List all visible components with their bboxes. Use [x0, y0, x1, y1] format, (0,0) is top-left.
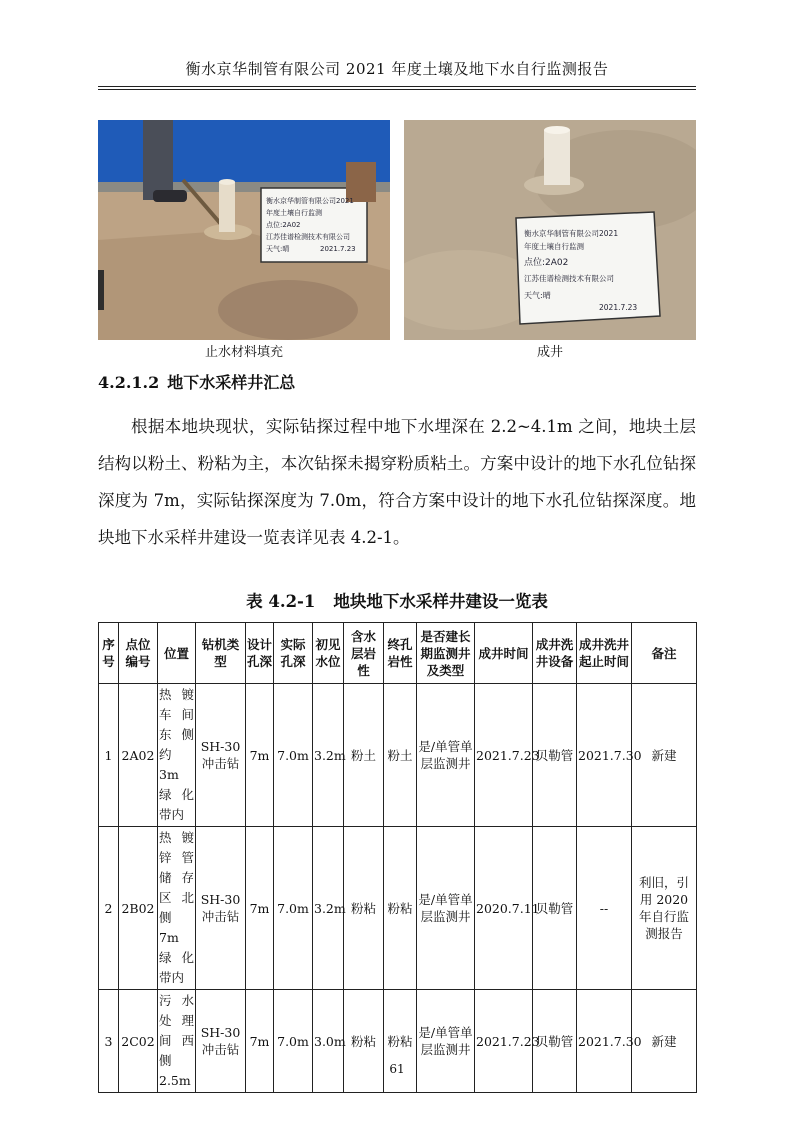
table-cell: 贝勒管 [533, 684, 577, 827]
table-cell: 7m [246, 990, 274, 1093]
photo-water-stop-filling [98, 120, 390, 340]
table-cell: 2B02 [119, 827, 158, 990]
header-cell: 初见水位 [313, 623, 344, 684]
table-cell: 2A02 [119, 684, 158, 827]
body-paragraph: 根据本地块现状，实际钻探过程中地下水埋深在 2.2~4.1m 之间，地块土层结构以粉土、粉粘为主，本次钻探未揭穿粉质粘土。方案中设计的地下水孔位钻探深度为 7m，实际钻探深度为 7.0m，符合方案中设计的地下水孔位钻探深度。地块地下水采样井建设一览表详见表 4.2-1。 [98, 417, 696, 547]
section-title: 地下水采样井汇总 [167, 373, 296, 392]
table-cell: 2021.7.23 [475, 684, 533, 827]
header-cell: 钻机类型 [196, 623, 246, 684]
table-cell: 粉粘 [344, 827, 384, 990]
header-cell: 设计孔深 [246, 623, 274, 684]
table-cell: 2020.7.11 [475, 827, 533, 990]
right-board-line-4: 江苏佳谱检测技术有限公司 [524, 274, 614, 283]
table-cell: SH-30 冲击钻 [196, 990, 246, 1093]
table-cell: 3.2m [313, 684, 344, 827]
table-cell: 1 [99, 684, 119, 827]
table-cell: 7m [246, 684, 274, 827]
header-cell: 成井洗井设备 [533, 623, 577, 684]
table-cell: 7.0m [274, 990, 313, 1093]
table-header-row [99, 623, 697, 684]
table-cell: 3.0m [313, 990, 344, 1093]
table-number: 表 4.2-1 [246, 592, 316, 611]
page-number: 61 [389, 1062, 405, 1076]
header-cell: 序号 [99, 623, 119, 684]
header-cell: 实际孔深 [274, 623, 313, 684]
right-board-line-6: 2021.7.23 [599, 303, 638, 312]
table-cell: 7m [246, 827, 274, 990]
table-cell: 粉粘 [384, 990, 417, 1093]
table-cell: 粉土 [384, 684, 417, 827]
right-board-line-2: 年度土壤自行监测 [524, 242, 584, 251]
left-board-line-2: 年度土壤自行监测 [266, 209, 322, 217]
right-board-line-3: 点位:2A02 [524, 258, 569, 268]
table-cell: 贝勒管 [533, 827, 577, 990]
header-cell: 点位编号 [119, 623, 158, 684]
header-cell: 位置 [158, 623, 196, 684]
table-cell: SH-30 冲击钻 [196, 827, 246, 990]
table-cell: SH-30 冲击钻 [196, 684, 246, 827]
left-board-line-6: 2021.7.23 [320, 245, 356, 253]
left-board-line-4: 江苏佳谱检测技术有限公司 [266, 233, 350, 241]
well-construction-table [98, 622, 697, 1093]
table-caption [98, 588, 696, 612]
page-header: 衡水京华制管有限公司 2021 年度土壤及地下水自行监测报告 [185, 60, 609, 78]
photo-well-completion [404, 120, 696, 340]
header-cell: 备注 [632, 623, 697, 684]
section-number: 4.2.1.2 [98, 373, 160, 392]
table-cell: 是/单管单层监测井 [417, 684, 475, 827]
table-cell: -- [577, 827, 632, 990]
left-board-line-5: 天气:晴 [266, 245, 290, 253]
table-row [99, 827, 697, 990]
left-board-line-1: 衡水京华制管有限公司2021 [266, 197, 354, 205]
table-cell: 是/单管单层监测井 [417, 990, 475, 1093]
table-cell: 2 [99, 827, 119, 990]
table-cell: 是/单管单层监测井 [417, 827, 475, 990]
right-board-line-5: 天气:晴 [524, 291, 551, 300]
section-heading [98, 370, 295, 393]
table-cell: 7.0m [274, 684, 313, 827]
table-row [99, 684, 697, 827]
table-cell: 热镀车间东侧约 3m 绿化带内 [158, 684, 196, 827]
table-cell: 2021.7.30 [577, 990, 632, 1093]
left-board-line-3: 点位:2A02 [266, 221, 301, 229]
table-cell: 利旧，引用 2020 年自行监测报告 [632, 827, 697, 990]
table-cell: 新建 [632, 990, 697, 1093]
table-cell: 7.0m [274, 827, 313, 990]
table-cell: 2C02 [119, 990, 158, 1093]
table-cell: 3 [99, 990, 119, 1093]
header-cell: 成井洗井起止时间 [577, 623, 632, 684]
table-cell: 3.2m [313, 827, 344, 990]
table-title: 地块地下水采样井建设一览表 [333, 592, 548, 611]
table-row [99, 990, 697, 1093]
photo-caption-left: 止水材料填充 [204, 345, 283, 360]
table-cell: 污水处理间西侧2.5m [158, 990, 196, 1093]
header-rule [98, 86, 696, 87]
table-cell: 粉粘 [384, 827, 417, 990]
table-cell: 2021.7.23 [475, 990, 533, 1093]
right-board-line-1: 衡水京华制管有限公司2021 [524, 229, 619, 238]
header-cell: 成井时间 [475, 623, 533, 684]
table-cell: 贝勒管 [533, 990, 577, 1093]
table-cell: 粉粘 [344, 990, 384, 1093]
header-cell: 是否建长期监测井及类型 [417, 623, 475, 684]
table-cell: 粉土 [344, 684, 384, 827]
table-cell: 2021.7.30 [577, 684, 632, 827]
header-cell: 含水层岩性 [344, 623, 384, 684]
table-cell: 热镀锌管储存区北侧 7m 绿化带内 [158, 827, 196, 990]
header-rule-thin [98, 89, 696, 90]
table-cell: 新建 [632, 684, 697, 827]
photo-caption-right: 成井 [536, 345, 563, 360]
header-cell: 终孔岩性 [384, 623, 417, 684]
